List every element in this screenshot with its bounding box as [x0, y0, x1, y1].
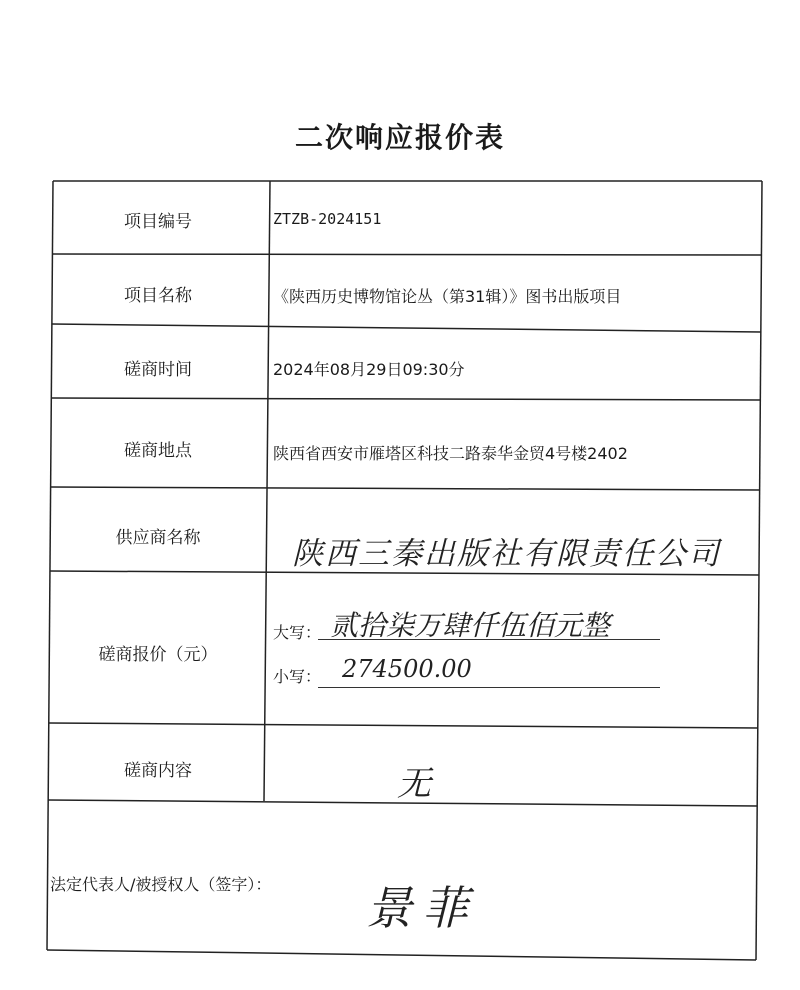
label-project-name: 项目名称: [124, 286, 192, 306]
signature-handwritten: 景菲: [366, 881, 478, 935]
label-time: 磋商时间: [124, 360, 192, 380]
price-upper-underline: [318, 639, 660, 640]
value-time: 2024年08月29日09:30分: [273, 360, 465, 379]
price-upper-handwritten: 贰拾柒万肆仟伍佰元整: [330, 609, 611, 642]
value-project-no: ZTZB-2024151: [273, 210, 382, 228]
page-title: 二次响应报价表: [294, 121, 505, 154]
price-upper-label: 大写：: [273, 623, 322, 642]
grid-line-row-6: [49, 723, 758, 728]
price-lower-label: 小写：: [273, 667, 322, 686]
value-supplier-handwritten: 陕西三秦出版社有限责任公司: [292, 536, 721, 572]
price-lower-underline: [318, 687, 660, 688]
grid-line-right: [756, 181, 762, 960]
label-content: 磋商内容: [124, 761, 192, 781]
grid-line-row-4: [51, 487, 760, 490]
label-place: 磋商地点: [124, 441, 192, 461]
price-lower-handwritten: 274500.00: [342, 655, 472, 683]
label-price: 磋商报价（元）: [98, 645, 218, 665]
grid-line-row-3: [52, 398, 760, 400]
signature-label: 法定代表人/被授权人（签字）：: [50, 875, 272, 894]
grid-line-row-2: [52, 324, 761, 332]
grid-line-bottom: [47, 950, 756, 960]
grid-line-row-1: [53, 254, 761, 255]
label-supplier: 供应商名称: [115, 528, 201, 548]
value-content-handwritten: 无: [397, 764, 431, 804]
value-project-name: 《陕西历史博物馆论丛（第31辑）》图书出版项目: [273, 287, 622, 306]
grid-line-column: [264, 181, 270, 801]
label-project-no: 项目编号: [124, 212, 192, 232]
value-place: 陕西省西安市雁塔区科技二路泰华金贸4号楼2402: [273, 444, 628, 463]
